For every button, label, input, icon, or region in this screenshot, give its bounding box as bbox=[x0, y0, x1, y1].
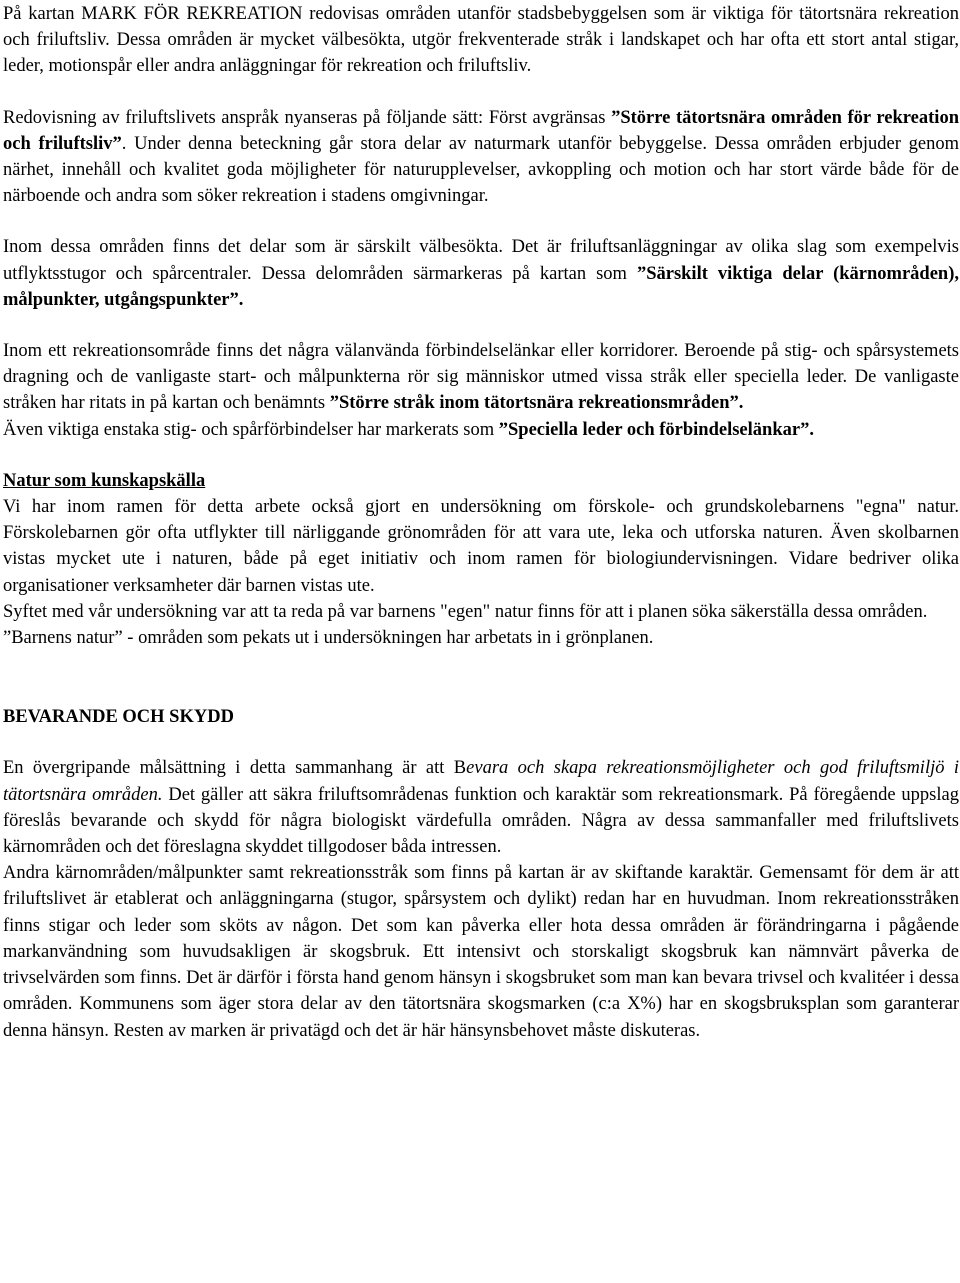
paragraph-andra-karnomraden: Andra kärnområden/målpunkter samt rekreationsstråk som finns på kartan är av skiftande karaktär. Gemensamt för dem är att friluftslivet är etablerat och anläggningarna (stugor, spårsystem och dylikt) redan har en huvudman. Inom rekreationsstråken finns stigar och leder som sköts av någon. Det som kan påverka eller hota dessa områden är förändringarna i pågående markanvändning som huvudsakligen är skogsbruk. Ett intensivt och storskaligt skogsbruk kan nämnvärt påverka de trivselvärden som finns. Det är därför i första hand genom hänsyn i skogsbruket som man kan bevara trivsel och kvalitéer i dessa områden. Kommunens som äger stora delar av den tätortsnära skogsmarken (c:a X%) har en skogsbruksplan som garanterar denna hänsyn. Resten av marken är privatägd och det är här hänsynsbehovet måste diskuteras. bbox=[3, 863, 959, 1041]
term-storre-strak: ”Större stråk inom tätortsnära rekreationsmråden” bbox=[329, 393, 739, 414]
paragraph-text: Även viktiga enstaka stig- och spårförbindelser har markerats som bbox=[3, 419, 499, 440]
subheading-text: Natur som kunskapskälla bbox=[3, 470, 206, 491]
emphasis-bevara-och-skapa: evara och skapa rekreationsmöjligheter och god friluftsmiljö i tätortsnära områden. bbox=[3, 758, 959, 805]
paragraph-text: En övergripande målsättning i detta sammanhang är att B bbox=[3, 758, 467, 779]
paragraph-text: Redovisning av friluftslivets anspråk nyanseras på följande sätt: Först avgränsas bbox=[3, 107, 612, 128]
paragraph-text: Det gäller att säkra friluftsområdenas funktion och karaktär som rekreationsmark. På föregående uppslag föreslås bevarande och skydd för några biologiskt värdefulla områden. Några av dessa sammanfaller med friluftslivets kärnområden och det föreslagna skyddet tillgodoser båda intressen. bbox=[3, 784, 959, 858]
term-speciella-leder: ”Speciella leder och förbindelselänkar” bbox=[498, 419, 810, 440]
paragraph-overgripande-malsattning bbox=[3, 755, 959, 860]
paragraph-text: . Under denna beteckning går stora delar av naturmark utanför bebyggelse. Dessa områden erbjuder genom närhet, innehåll och kvalitet goda möjligheter för naturupplevelser, avkoppling och motion och har stort värde både för de närboende och andra som söker rekreation i stadens omgivningar. bbox=[3, 133, 959, 207]
paragraph-text: Inom ett rekreationsområde finns det några välanvända förbindelselänkar eller korridorer. Beroende på stig- och spårsystemets dragning och de vanligaste start- och målpunkterna rör sig människor utmed vissa stråk eller speciella leder. De vanligaste stråken har ritats in på kartan och benämnts bbox=[3, 341, 959, 414]
subheading-natur-som-kunskapskalla bbox=[3, 468, 959, 494]
paragraph-text: . bbox=[809, 419, 814, 440]
paragraph-text: . bbox=[738, 393, 744, 414]
section-heading-bevarande-och-skydd bbox=[3, 704, 959, 730]
term-sarskilt-viktiga-delar: ”Särskilt viktiga delar (kärnområden), målpunkter, utgångspunkter” bbox=[3, 263, 959, 310]
paragraph-barnens-natur: ”Barnens natur” - områden som pekats ut i undersökningen har arbetats in i grönplanen. bbox=[3, 628, 654, 649]
paragraph-mark-for-rekreation: På kartan MARK FÖR REKREATION redovisas områden utanför stadsbebyggelsen som är viktiga för tätortsnära rekreation och friluftsliv. Dessa områden är mycket välbesökta, utgör frekventerade stråk i landskapet och har ofta ett stort antal stigar, leder, motionspår eller andra anläggningar för rekreation och friluftsliv. bbox=[3, 4, 959, 77]
document-page bbox=[3, 1, 959, 1044]
paragraph-redovisning bbox=[3, 105, 959, 210]
paragraph-text: Inom dessa områden finns det delar som är särskilt välbesökta. Det är friluftsanläggningar av olika slag som exempelvis utflyktsstugor och spårcentraler. Dessa delområden särmarkeras på kartan som bbox=[3, 237, 959, 284]
paragraph-syftet: Syftet med vår undersökning var att ta reda på var barnens "egen" natur finns för att i planen söka säkerställa dessa områden. bbox=[3, 601, 928, 622]
paragraph-speciella-leder bbox=[3, 417, 959, 443]
paragraph-forbindelselankar bbox=[3, 338, 959, 417]
paragraph-barnens-egna-natur: Vi har inom ramen för detta arbete också gjort en undersökning om förskole- och grundskolebarnens "egna" natur. Förskolebarnen gör ofta utflykter till närliggande grönområden för att vara ute, leka och utforska naturen. Även skolbarnen vistas mycket ute i naturen, både på eget initiativ och inom ramen för biologiundervisningen. Vidare bedriver olika organisationer verksamheter där barnen vistas ute. bbox=[3, 497, 959, 596]
paragraph-karnomraden bbox=[3, 234, 959, 313]
heading-text: BEVARANDE OCH SKYDD bbox=[3, 707, 234, 728]
term-storre-tatortsnara-omraden: ”Större tätortsnära områden för rekreation och friluftsliv” bbox=[3, 107, 959, 154]
paragraph-text: . bbox=[238, 289, 244, 310]
